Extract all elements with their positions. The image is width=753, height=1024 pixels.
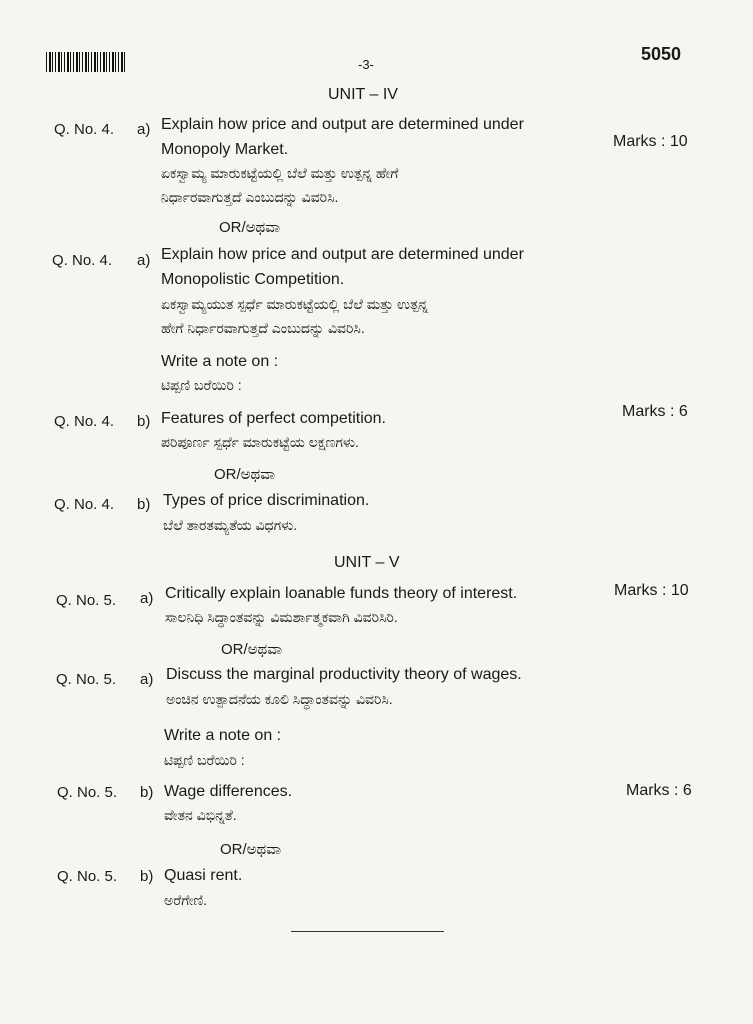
question-text-kannada: ಏಕಸ್ವಾಮ್ಯಯುತ ಸ್ಪರ್ಧೆ ಮಾರುಕಟ್ಟೆಯಲ್ಲಿ ಬೆಲೆ ಮತ್ತು ಉತ್ಪನ್ನ [161, 296, 429, 312]
marks-label: Marks : 10 [614, 582, 689, 599]
sub-question-label: a) [137, 252, 151, 269]
question-text-kannada: ಪರಿಪೂರ್ಣ ಸ್ಪರ್ಧೆ ಮಾರುಕಟ್ಟೆಯ ಲಕ್ಷಣಗಳು. [161, 434, 359, 450]
or-separator: OR/ಅಥವಾ [219, 219, 281, 236]
sub-question-label: b) [140, 868, 154, 885]
paper-code: 5050 [641, 44, 682, 64]
question-text-kannada: ಹೇಗೆ ನಿರ್ಧಾರವಾಗುತ್ತದೆ ಎಂಬುದನ್ನು ವಿವರಿಸಿ. [161, 320, 365, 336]
or-separator: OR/ಅಥವಾ [214, 466, 276, 483]
sub-question-label: a) [140, 671, 154, 688]
end-rule [291, 931, 444, 932]
question-text: Explain how price and output are determined under [161, 246, 524, 263]
sub-question-label: a) [137, 121, 151, 138]
question-text: Monopolistic Competition. [161, 271, 345, 288]
marks-label: Marks : 6 [622, 403, 688, 420]
question-text: Wage differences. [164, 783, 293, 800]
question-text-kannada: ಸಾಲನಿಧಿ ಸಿದ್ಧಾಂತವನ್ನು ವಿಮರ್ಶಾತ್ಮಕವಾಗಿ ವಿವರಿಸಿರಿ. [165, 609, 398, 625]
question-number: Q. No. 5. [57, 868, 118, 885]
question-text: Monopoly Market. [161, 141, 289, 158]
marks-label: Marks : 6 [626, 782, 692, 799]
question-text-kannada: ನಿರ್ಧಾರವಾಗುತ್ತದೆ ಎಂಬುದನ್ನು ವಿವರಿಸಿ. [161, 189, 339, 205]
sub-question-label: b) [137, 413, 151, 430]
sub-question-label: b) [137, 496, 151, 513]
barcode [46, 52, 126, 72]
question-number: Q. No. 4. [52, 252, 113, 269]
marks-label: Marks : 10 [613, 133, 688, 150]
or-separator: OR/ಅಥವಾ [221, 641, 283, 658]
unit-heading: UNIT – V [334, 554, 400, 571]
question-text: Features of perfect competition. [161, 410, 386, 427]
question-text: Critically explain loanable funds theory of interest. [165, 585, 518, 602]
write-note-heading-kannada: ಟಿಪ್ಪಣಿ ಬರೆಯಿರಿ : [164, 752, 245, 768]
question-number: Q. No. 5. [56, 671, 117, 688]
question-number: Q. No. 5. [56, 592, 117, 609]
question-number: Q. No. 4. [54, 496, 115, 513]
question-text: Quasi rent. [164, 867, 243, 884]
question-text: Discuss the marginal productivity theory of wages. [166, 666, 522, 683]
question-text-kannada: ಅಂಚಿನ ಉತ್ಪಾದನೆಯ ಕೂಲಿ ಸಿದ್ಧಾಂತವನ್ನು ವಿವರಿಸಿ. [166, 691, 393, 707]
unit-heading: UNIT – IV [328, 86, 398, 103]
question-text-kannada: ವೇತನ ವಿಭಿನ್ನತೆ. [164, 807, 237, 823]
sub-question-label: b) [140, 784, 154, 801]
page-number: -3- [358, 57, 374, 72]
or-separator: OR/ಅಥವಾ [220, 841, 282, 858]
write-note-heading: Write a note on : [161, 353, 279, 370]
write-note-heading: Write a note on : [164, 727, 282, 744]
write-note-heading-kannada: ಟಿಪ್ಪಣಿ ಬರೆಯಿರಿ : [161, 377, 242, 393]
question-number: Q. No. 5. [57, 784, 118, 801]
question-text-kannada: ಬೆಲೆ ತಾರತಮ್ಯತೆಯ ವಿಧಗಳು. [163, 517, 298, 533]
question-text: Types of price discrimination. [163, 492, 370, 509]
question-text-kannada: ಏಕಸ್ವಾಮ್ಯ ಮಾರುಕಟ್ಟೆಯಲ್ಲಿ ಬೆಲೆ ಮತ್ತು ಉತ್ಪನ್ನ ಹೇಗೆ [161, 165, 399, 181]
question-number: Q. No. 4. [54, 121, 115, 138]
question-number: Q. No. 4. [54, 413, 115, 430]
question-text-kannada: ಅರೆಗೇಣಿ. [164, 892, 208, 908]
question-text: Explain how price and output are determined under [161, 116, 524, 133]
sub-question-label: a) [140, 590, 154, 607]
